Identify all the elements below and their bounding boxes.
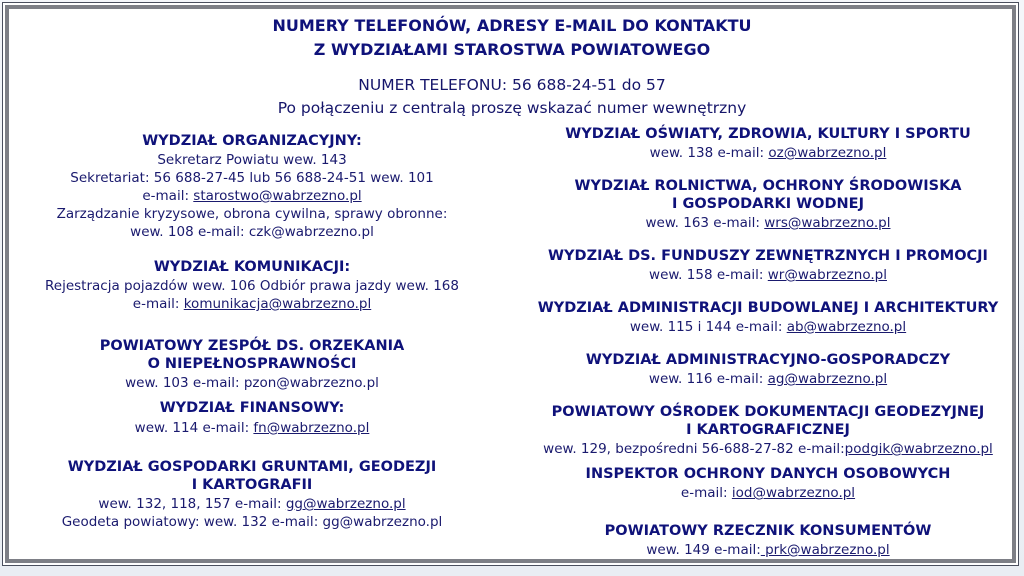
email-line <box>520 215 1016 231</box>
section-line: Rejestracja pojazdów wew. 106 Odbiór prawa jazdy wew. 168 <box>45 278 459 294</box>
section-title: WYDZIAŁ KOMUNIKACJI: <box>153 259 351 275</box>
email-link[interactable]: oz@wabrzezno.pl <box>768 145 887 161</box>
email-line <box>520 267 1016 283</box>
section-title: POWIATOWY OŚRODEK DOKUMENTACJI GEODEZYJNEJ <box>551 404 985 420</box>
section-title: I KARTOGRAFICZNEJ <box>686 422 850 438</box>
section-line: Geodeta powiatowy: wew. 132 e-mail: gg@wabrzezno.pl <box>61 514 443 530</box>
email-line <box>520 441 1016 457</box>
section-title: WYDZIAŁ ROLNICTWA, OCHRONY ŚRODOWISKA <box>574 178 962 194</box>
email-link[interactable]: komunikacja@wabrzezno.pl <box>183 296 372 312</box>
email-link[interactable]: fn@wabrzezno.pl <box>253 420 370 436</box>
section-title: WYDZIAŁ ADMINISTRACJI BUDOWLANEJ I ARCHITEKTURY <box>537 300 999 316</box>
email-label: wew. 114 e-mail: <box>134 420 254 436</box>
email-line <box>0 296 504 312</box>
email-link[interactable]: gg@wabrzezno.pl <box>285 496 406 512</box>
email-line <box>520 319 1016 335</box>
email-line <box>0 496 504 512</box>
email-label: wew. 129, bezpośredni 56-688-27-82 e-mail: <box>543 441 845 457</box>
email-link[interactable]: prk@wabrzezno.pl <box>760 542 890 558</box>
email-link[interactable]: ag@wabrzezno.pl <box>767 371 888 387</box>
email-line <box>520 485 1016 501</box>
email-label: wew. 132, 118, 157 e-mail: <box>98 496 286 512</box>
email-label: wew. 158 e-mail: <box>649 267 768 283</box>
section-title: INSPEKTOR OCHRONY DANYCH OSOBOWYCH <box>585 466 951 482</box>
section-title: O NIEPEŁNOSPRAWNOŚCI <box>147 356 357 372</box>
section-line: wew. 103 e-mail: pzon@wabrzezno.pl <box>125 375 379 391</box>
section-title: WYDZIAŁ OŚWIATY, ZDROWIA, KULTURY I SPORTU <box>565 126 971 142</box>
email-link[interactable]: ab@wabrzezno.pl <box>786 319 907 335</box>
section-title: WYDZIAŁ DS. FUNDUSZY ZEWNĘTRZNYCH I PROMOCJI <box>548 248 988 264</box>
email-label: wew. 149 e-mail: <box>646 542 761 558</box>
section-line: Sekretarz Powiatu wew. 143 <box>157 152 347 168</box>
section-title: WYDZIAŁ GOSPODARKI GRUNTAMI, GEODEZJI <box>67 459 437 475</box>
section-title: WYDZIAŁ FINANSOWY: <box>159 400 345 416</box>
email-link[interactable]: starostwo@wabrzezno.pl <box>193 188 362 204</box>
email-link[interactable]: podgik@wabrzezno.pl <box>844 441 993 457</box>
email-label: wew. 163 e-mail: <box>645 215 765 231</box>
section-line: Sekretariat: 56 688-27-45 lub 56 688-24-51 wew. 101 <box>70 170 434 186</box>
section-title: POWIATOWY ZESPÓŁ DS. ORZEKANIA <box>99 338 405 354</box>
email-label: wew. 116 e-mail: <box>648 371 768 387</box>
email-line <box>0 188 504 204</box>
page-title-line2: Z WYDZIAŁAMI STAROSTWA POWIATOWEGO <box>313 40 711 59</box>
email-label: wew. 115 i 144 e-mail: <box>629 319 787 335</box>
email-line <box>0 420 504 436</box>
email-line <box>520 371 1016 387</box>
section-title: I GOSPODARKI WODNEJ <box>672 196 864 212</box>
section-title: I KARTOGRAFII <box>191 477 313 493</box>
section-line: wew. 108 e-mail: czk@wabrzezno.pl <box>130 224 374 240</box>
instruction-text: Po połączeniu z centralą proszę wskazać numer wewnętrzny <box>277 99 747 117</box>
email-link[interactable]: wrs@wabrzezno.pl <box>764 215 891 231</box>
main-phone: NUMER TELEFONU: 56 688-24-51 do 57 <box>358 76 666 94</box>
email-label: e-mail: <box>142 188 194 204</box>
section-title: WYDZIAŁ ORGANIZACYJNY: <box>142 133 362 149</box>
section-title: POWIATOWY RZECZNIK KONSUMENTÓW <box>604 523 932 539</box>
email-label: wew. 138 e-mail: <box>649 145 769 161</box>
email-label: e-mail: <box>132 296 184 312</box>
email-link[interactable]: iod@wabrzezno.pl <box>731 485 856 501</box>
section-title: WYDZIAŁ ADMINISTRACYJNO-GOSPORADCZY <box>585 352 951 368</box>
section-line: Zarządzanie kryzysowe, obrona cywilna, sprawy obronne: <box>56 206 448 222</box>
email-label: e-mail: <box>680 485 732 501</box>
email-link[interactable]: wr@wabrzezno.pl <box>767 267 887 283</box>
page-title-line1: NUMERY TELEFONÓW, ADRESY E-MAIL DO KONTAKTU <box>272 16 752 35</box>
email-line <box>520 145 1016 161</box>
email-line <box>520 542 1016 558</box>
